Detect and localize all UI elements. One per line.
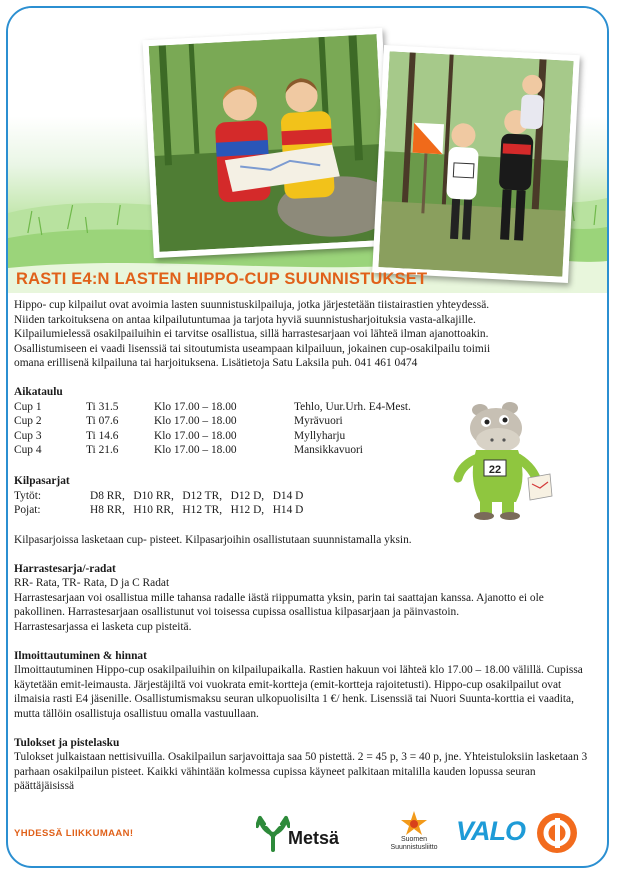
schedule-place: Mansikkavuori (294, 444, 363, 457)
results-section (14, 736, 594, 794)
page-title: RASTI E4:N LASTEN HIPPO-CUP SUUNNISTUKSET (16, 270, 428, 288)
schedule-time: Klo 17.00 – 18.00 (154, 415, 237, 428)
schedule-cup: Cup 3 (14, 429, 42, 442)
suunnistusliitto-line2: Suunnistusliitto (390, 844, 438, 851)
schedule-cup: Cup 1 (14, 400, 42, 413)
schedule-place: Myllyharju (294, 429, 346, 442)
hero-banner (8, 8, 607, 293)
classes-boys-list: H8 RR, H10 RR, H12 TR, H12 D, H14 D (90, 504, 304, 517)
photo-runners-image (378, 51, 573, 276)
flyer-content (14, 272, 594, 794)
suunnistusliitto-line1: Suomen (400, 836, 428, 843)
photo-boys-image (149, 34, 387, 252)
classes-girls-list: D8 RR, D10 RR, D12 TR, D12 D, D14 D (90, 489, 304, 502)
suunnistusliitto-text (372, 836, 456, 852)
valo-logo (456, 816, 526, 852)
registration-text: Ilmoittautuminen Hippo-cup osakilpailuihin on kilpailupaikalla. Rastien hakuun voi lähteä klo 17.00 – 18.00 välillä. Cupissa käytetään emit-leimausta. Järjestäjiltä voi vuokrata emit-kortteja (emit-kortteja rajoitetusti). Hippo-cup osakilpailut ovat ilmaisia rasti E4 jäsenille. Osallistumismaksu seuran ulkopuolisilta 1 €/ henk. Lisenssiä tai Nuori Suunta-korttia ei vaadita, mutta tällöin osallistuja osallistuu omalla vastuullaan. (14, 664, 583, 720)
intro-line: Hippo- cup kilpailut ovat avoimia lasten suunnistuskilpailuja, jotka järjestetään tiistairastien yhteydessä. (14, 299, 490, 312)
classes-heading: Kilpasarjat (14, 475, 70, 488)
hippo-mascot-illustration (444, 400, 554, 520)
results-text: Tulokset julkaistaan nettisivuilla. Osakilpailun sarjavoittaja saa 50 pistettä. 2 = 45 p, 3 = 40 p, jne. Yhteistuloksiin lasketaan 3 parhaan osakilpailun pisteet. Kaikki vähintään kolmessa cupissa käyneet palkitaan mitalilla kauden lopussa seuran päättäjäisissä (14, 751, 588, 793)
registration-heading: Ilmoittautuminen & hinnat (14, 650, 147, 663)
intro-line: Kilpailumielessä osakilpailuihin ei tarvitse osallistua, sillä harrastesarjaan voi lähteä ilman ajanottoakin. (14, 328, 489, 341)
intro-line: Niiden tarkoituksena on antaa kilpailutuntumaa ja tarjota hyviä suunnistusharjoituksia vasta-alkajille. (14, 313, 476, 326)
classes-note: Kilpasarjoissa lasketaan cup- pisteet. Kilpasarjoihin osallistutaan suunnistamalla yksin. (14, 533, 412, 546)
intro-text (14, 298, 594, 370)
schedule-cup: Cup 4 (14, 444, 42, 457)
schedule-day: Ti 07.6 (86, 415, 119, 428)
schedule-day: Ti 31.5 (86, 400, 119, 413)
schedule-time: Klo 17.00 – 18.00 (154, 429, 237, 442)
intro-line: Osallistumiseen ei vaadi lisenssiä tai sitoutumista useampaan kilpailuun, jokainen cup-osakilpailu toimii (14, 342, 491, 355)
moose-antler-icon (256, 814, 290, 852)
footer-slogan: YHDESSÄ LIIKKUMAAN! (14, 828, 134, 839)
footer-logos (0, 808, 603, 858)
compass-star-icon (399, 810, 429, 836)
hobby-courses: RR- Rata, TR- Rata, D ja C Radat (14, 577, 170, 590)
photo-runners-at-control (372, 45, 580, 283)
schedule-cup: Cup 2 (14, 415, 42, 428)
hobby-points-note: Harrastesarjassa ei lasketa cup pisteitä. (14, 620, 192, 633)
op-logo (536, 812, 578, 854)
schedule-place: Myrävuori (294, 415, 343, 428)
results-heading: Tulokset ja pistelasku (14, 737, 120, 750)
classes-girls-label: Tytöt: (14, 489, 42, 502)
valo-logo-text: VALO (456, 816, 525, 846)
metsa-logo-text: Metsä (288, 828, 340, 848)
mascot-bib-number: 22 (488, 464, 502, 476)
schedule-heading: Aikataulu (14, 386, 63, 399)
schedule-time: Klo 17.00 – 18.00 (154, 444, 237, 457)
intro-line: omana erillisenä kilpailuna tai harjoituksena. Lisätietoja Satu Laksila puh. 041 461 0474 (14, 357, 418, 370)
hobby-section (14, 562, 594, 634)
classes-boys-label: Pojat: (14, 504, 41, 517)
schedule-place: Tehlo, Uur.Urh. E4-Mest. (294, 400, 411, 413)
schedule-time: Klo 17.00 – 18.00 (154, 400, 237, 413)
hobby-text: Harrastesarjaan voi osallistua mille tahansa radalle iästä riippumatta yksin, parin tai saattajan kanssa. Ajanotto ei ole pakollinen. Harrastesarjaan osallistunut voi toisessa cupissa osallistua kilpasarjaan ja päinvastoin. (14, 591, 544, 619)
registration-section (14, 649, 594, 721)
suunnistusliitto-logo (372, 810, 456, 856)
hobby-heading: Harrastesarja/-radat (14, 563, 116, 575)
op-logo-icon (536, 812, 578, 854)
schedule-day: Ti 14.6 (86, 429, 119, 442)
schedule-day: Ti 21.6 (86, 444, 119, 457)
metsa-logo (256, 814, 340, 854)
photo-boys-with-map (142, 28, 393, 258)
